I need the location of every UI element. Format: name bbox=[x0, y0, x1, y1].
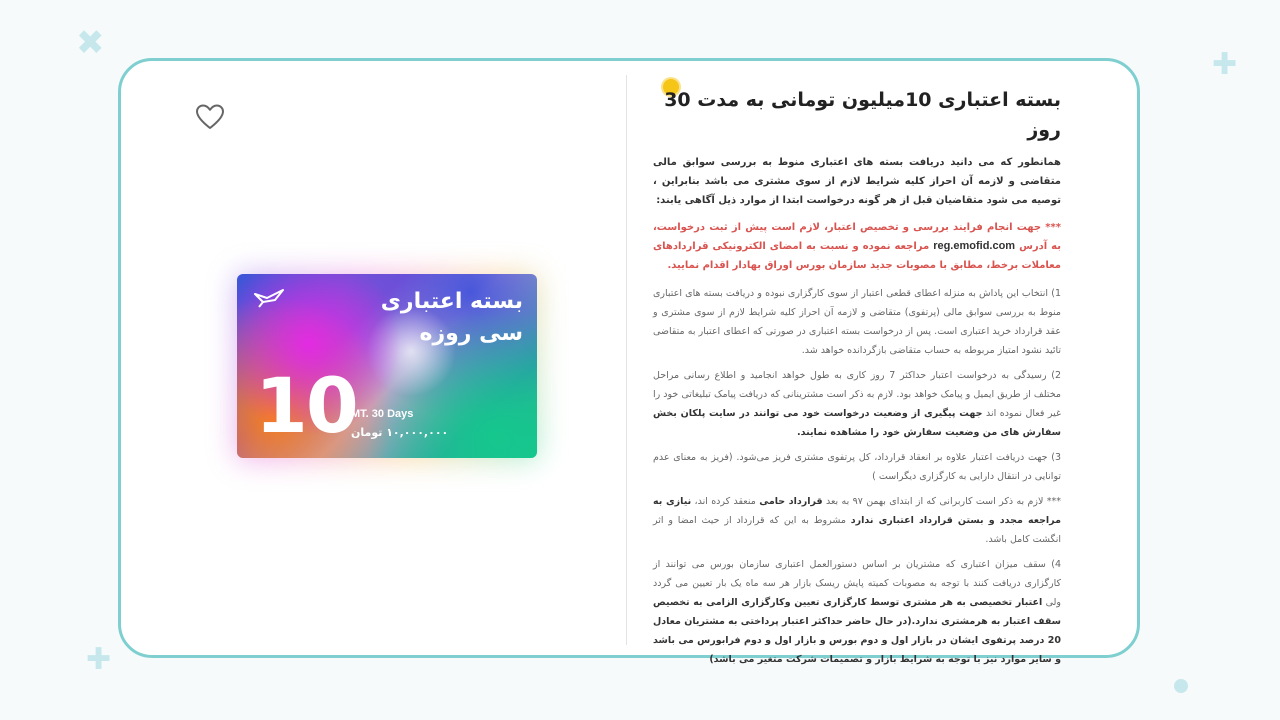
note-text-part1: *** لازم به ذکر است کاربرانی که از ابتدای بهمن ۹۷ به بعد bbox=[825, 496, 1062, 507]
item4-text: 4) سقف میزان اعتباری که مشتریان بر اساس دستورالعمل اعتباری سازمان بورس می توانند از کارگزاری دریافت کنند با توجه به مصوبات کمیته پایش ریسک بازار هر سه ماه یک بار تعیین می گردد ولی bbox=[653, 559, 1061, 608]
product-card-image bbox=[237, 274, 537, 458]
card-subtitle: MT. 30 Days bbox=[351, 408, 414, 420]
note-bold-1: قرارداد حامی bbox=[759, 496, 823, 507]
product-title: بسته اعتباری 10میلیون تومانی به مدت 30 روز bbox=[664, 89, 1061, 141]
condition-item-2 bbox=[653, 366, 1061, 442]
item2-text: 2) رسیدگی به درخواست اعتبار حداکثر 7 روز کاری به طول خواهد انجامید و اطلاع رسانی مراحل مختلف از طریق ایمیل و پیامک خواهد بود. لازم به ذکر است مشترینانی که دریافت پیامک تبلیغاتی خود را غیر فعال نموده اند bbox=[653, 370, 1061, 419]
note-text-part2: منعقد کرده اند، bbox=[694, 496, 756, 507]
condition-item-1: 1) انتخاب این پاداش به منزله اعطای قطعی اعتبار از سوی کارگزاری نبوده و دریافت بسته های اعتباری منوط به بررسی سوابق مالی (پرتفوی) متقاضی و لازمه آن احراز کلیه شرایط لازم از سوی مشتری و عقد قرارداد خرید اعتباری است. پس از درخواست بسته اعتباری در صورتی که اعطای اعتبار به متقاضی تائید نشود امتیاز مربوطه به حساب متقاضی بازگردانده خواهد شد. bbox=[653, 288, 1061, 356]
warning-text-part2: مراجعه نموده و نسبت به امضای الکترونیکی قراردادهای معاملات برخط، مطابق با مصوبات جدید سازمان بورس اوراق بهادار اقدام نمایید. bbox=[653, 241, 1061, 271]
condition-item-4 bbox=[653, 555, 1061, 669]
column-divider bbox=[626, 75, 627, 645]
card-title-line2: سی روزه bbox=[419, 321, 523, 346]
note-paragraph bbox=[653, 492, 1061, 549]
card-title-line1: بسته اعتباری bbox=[380, 289, 523, 314]
item2-bold-text: جهت پیگیری از وضعیت درخواست خود می توانند در سایت پلکان بخش سفارش های من وضعیت سفارش خود را مشاهده نمایند. bbox=[653, 408, 1061, 438]
intro-paragraph: همانطور که می دانید دریافت بسته های اعتباری منوط به بررسی سوابق مالی متقاضی و لازمه آن احراز کلیه شرایط لازم از سوی مشتری می باشد بنابراین ، توصیه می شود متقاضیان قبل از هر گونه درخواست ابتدا از موارد ذیل آگاهی یابند: bbox=[653, 157, 1061, 206]
product-description bbox=[653, 81, 1061, 675]
bird-logo-icon bbox=[253, 286, 287, 310]
item4-bold-text: اعتبار تخصیصی به هر مشتری توسط کارگزاری تعیین وکارگزاری الزامی به تخصیص سقف اعتبار به هرمشتری ندارد.(در حال حاضر حداکثر اعتبار پرداختی به مشتریان معادل 20 درصد پرتفوی ایشان در بازار اول و دوم بورس و بازار اول و دوم فرابورس می باشد و سایر موارد نیز با توجه به شرایط بازار و تصمیمات شرکت متغیر می باشد) bbox=[653, 597, 1061, 665]
card-title bbox=[343, 286, 523, 350]
warning-paragraph bbox=[653, 218, 1061, 275]
product-frame bbox=[118, 58, 1140, 665]
decorative-x-shape: ✖ bbox=[76, 23, 105, 63]
card-amount-number: 10 bbox=[255, 361, 357, 450]
decorative-plus-shape: ✚ bbox=[86, 642, 112, 677]
decorative-plus-shape: ✚ bbox=[1212, 47, 1238, 82]
card-price: ۱۰,۰۰۰,۰۰۰ تومان bbox=[351, 426, 449, 439]
decorative-dot bbox=[1174, 679, 1188, 693]
note-bold-2: نیازی به مراجعه مجدد و بستن قرارداد اعتباری ندارد bbox=[653, 496, 1061, 526]
condition-item-3: 3) جهت دریافت اعتبار علاوه بر انعقاد قرارداد، کل پرتفوی مشتری فریز می‌شود. (فریز به معنای عدم توانایی در انتقال دارایی به کارگزاری دیگراست ) bbox=[653, 452, 1061, 482]
heart-icon[interactable] bbox=[195, 103, 225, 131]
note-text-part3: مشروط به این که قرارداد از حیث امضا و اثر انگشت کامل باشد. bbox=[653, 515, 1061, 545]
registration-link[interactable]: reg.emofid.com bbox=[933, 240, 1016, 252]
warning-text-part1: *** جهت انجام فرایند بررسی و تخصیص اعتبار، لازم است پیش از ثبت درخواست، به آدرس bbox=[653, 222, 1061, 252]
